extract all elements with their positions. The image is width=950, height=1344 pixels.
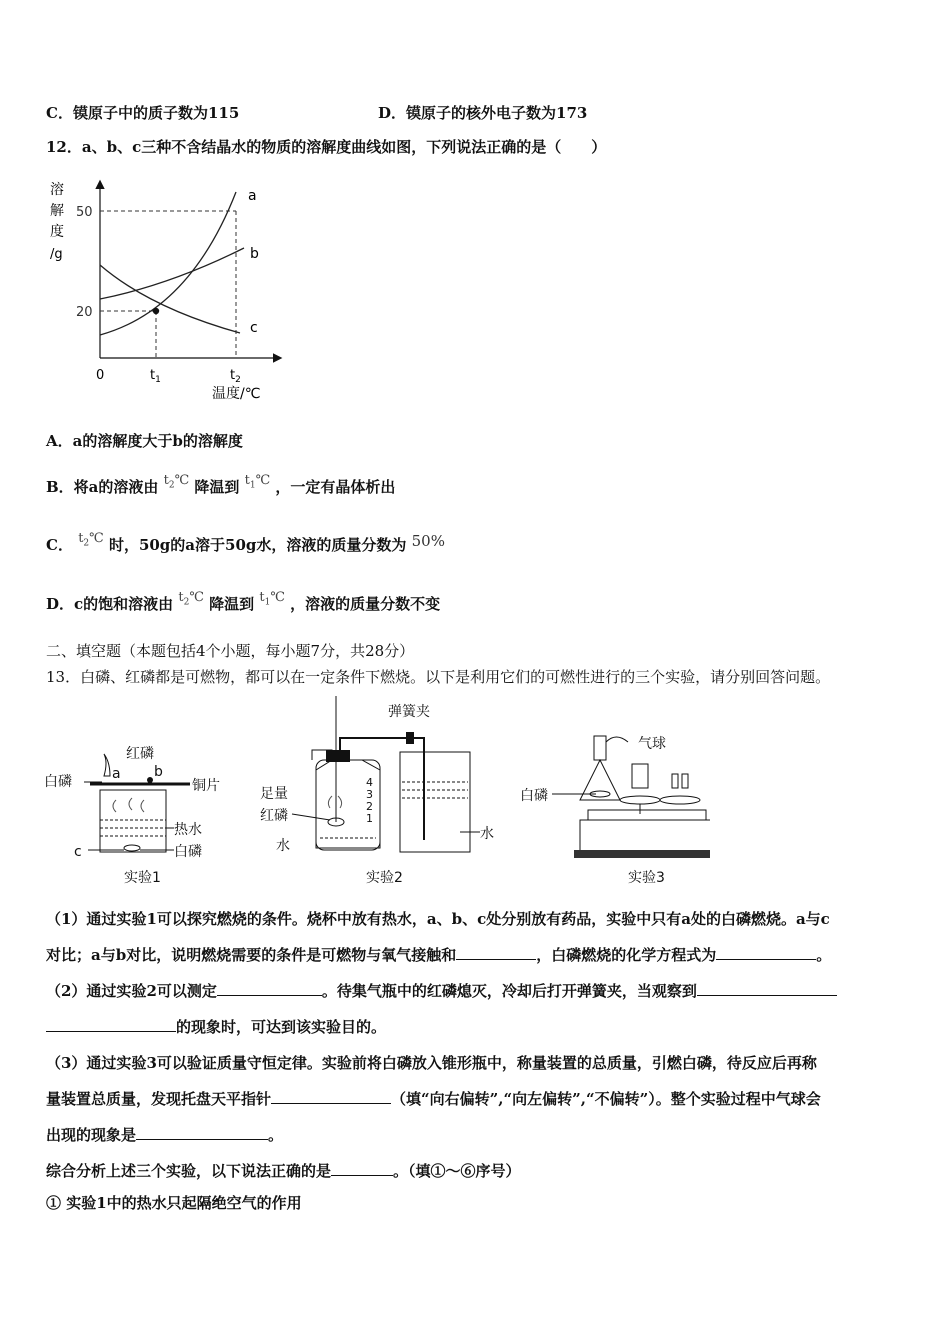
svg-text:实验1: 实验1 <box>124 870 161 886</box>
q13-part3-line1: （3）通过实验3可以验证质量守恒定律。实验前将白磷放入锥形瓶中，称量装置的总质量，引燃白磷，待反应后再称 <box>46 1054 817 1072</box>
svg-text:4: 4 <box>366 776 373 789</box>
answer-blank[interactable] <box>136 1125 268 1140</box>
answer-blank[interactable] <box>46 1017 176 1032</box>
svg-text:气球: 气球 <box>638 736 666 752</box>
q13-part2-line1: （2）通过实验2可以测定 。待集气瓶中的红磷熄灭，冷却后打开弹簧夹，当观察到 <box>46 980 837 1001</box>
origin-label: 0 <box>96 368 105 383</box>
q13-part2-line2: 的现象时，可达到该实验目的。 <box>46 1016 386 1037</box>
q13-part3-line2: 量装置总质量，发现托盘天平指针 （填“向右偏转”,“向左偏转”,“不偏转”）。整个实验过程中气球会 <box>46 1090 821 1108</box>
answer-blank[interactable] <box>456 945 536 960</box>
svg-text:水: 水 <box>480 826 494 842</box>
label-c: c <box>250 320 258 336</box>
percent-value: 50% <box>411 532 445 550</box>
svg-text:1: 1 <box>366 812 373 825</box>
experiment-1 <box>44 745 220 886</box>
curve-a <box>100 192 236 335</box>
experiment-3 <box>520 736 710 886</box>
svg-text:红磷: 红磷 <box>126 746 154 762</box>
svg-text:热水: 热水 <box>174 822 202 838</box>
q11-option-c: C．镆原子中的质子数为115 <box>46 104 240 122</box>
svg-text:白磷: 白磷 <box>520 788 548 804</box>
answer-blank[interactable] <box>271 1089 391 1104</box>
svg-text:a: a <box>112 766 121 782</box>
x-label: 温度/℃ <box>212 386 261 402</box>
q13-part3-line3: 出现的现象是 。 <box>46 1126 284 1144</box>
q12-option-a: A．a的溶解度大于b的溶解度 <box>46 432 243 450</box>
svg-text:弹簧夹: 弹簧夹 <box>388 704 430 720</box>
svg-text:铜片: 铜片 <box>192 778 220 794</box>
q12-stem: 12．a、b、c三种不含结晶水的物质的溶解度曲线如图，下列说法正确的是（ ） <box>46 138 607 156</box>
x-tick-t1: $t_1$ <box>150 368 161 385</box>
answer-blank[interactable] <box>217 981 322 996</box>
svg-text:足量: 足量 <box>260 786 288 802</box>
svg-text:c: c <box>74 844 82 860</box>
experiment-2 <box>260 696 494 886</box>
answer-blank[interactable] <box>716 945 816 960</box>
t2-symbol: $t_2℃$ <box>78 531 104 549</box>
q11-option-d: D．镆原子的核外电子数为173 <box>378 104 588 122</box>
svg-text:白磷: 白磷 <box>44 774 72 790</box>
svg-text:水: 水 <box>276 838 290 854</box>
svg-text:实验2: 实验2 <box>366 870 403 886</box>
y-label-3: 度 <box>50 224 64 240</box>
y-tick-50: 50 <box>76 205 93 220</box>
y-label-2: 解 <box>50 203 64 219</box>
experiment-figures <box>40 690 710 890</box>
curve-c <box>100 265 240 333</box>
q13-part1-line1: （1）通过实验1可以探究燃烧的条件。烧杯中放有热水，a、b、c处分别放有药品，实验中只有a处的白磷燃烧。a与c <box>46 910 830 928</box>
label-a: a <box>248 188 257 204</box>
x-tick-t2: $t_2$ <box>230 368 241 385</box>
q12-option-b: B．将a的溶液由 $t_2℃$ 降温到 $t_1℃$ ，一定有晶体析出 <box>46 473 396 496</box>
svg-text:b: b <box>154 764 163 780</box>
curve-b <box>100 248 244 299</box>
svg-text:红磷: 红磷 <box>260 808 288 824</box>
t1-symbol: $t_1℃$ <box>259 590 285 608</box>
svg-text:白磷: 白磷 <box>174 844 202 860</box>
answer-blank[interactable] <box>331 1161 393 1176</box>
answer-blank[interactable] <box>697 981 837 996</box>
q13-item-1: ① 实验1中的热水只起隔绝空气的作用 <box>46 1194 302 1212</box>
t2-symbol: $t_2℃$ <box>163 473 190 491</box>
y-label-1: 溶 <box>50 182 64 198</box>
solubility-chart <box>40 170 300 410</box>
q13-part1-line2: 对比；a与b对比，说明燃烧需要的条件是可燃物与氧气接触和 ，白磷燃烧的化学方程式为 。 <box>46 946 832 964</box>
y-tick-20: 20 <box>76 305 93 320</box>
svg-text:3: 3 <box>366 788 373 801</box>
t1-symbol: $t_1℃$ <box>244 473 271 491</box>
intersection-point <box>153 308 159 314</box>
q12-option-d: D．c的饱和溶液由 $t_2℃$ 降温到 $t_1℃$ ，溶液的质量分数不变 <box>46 590 441 613</box>
q13-summary: 综合分析上述三个实验，以下说法正确的是 。（填①～⑥序号） <box>46 1162 521 1180</box>
section-title: 二、填空题（本题包括4个小题，每小题7分，共28分） <box>46 642 415 660</box>
y-label-4: /g <box>50 247 63 262</box>
label-b: b <box>250 246 259 262</box>
t2-symbol: $t_2℃$ <box>178 590 204 608</box>
q12-option-c: C． $t_2℃$ 时，50g的a溶于50g水，溶液的质量分数为 50% <box>46 531 445 554</box>
svg-text:2: 2 <box>366 800 373 813</box>
svg-text:实验3: 实验3 <box>628 870 665 886</box>
q13-stem: 13．白磷、红磷都是可燃物，都可以在一定条件下燃烧。以下是利用它们的可燃性进行的三个实验，请分别回答问题。 <box>46 668 831 686</box>
